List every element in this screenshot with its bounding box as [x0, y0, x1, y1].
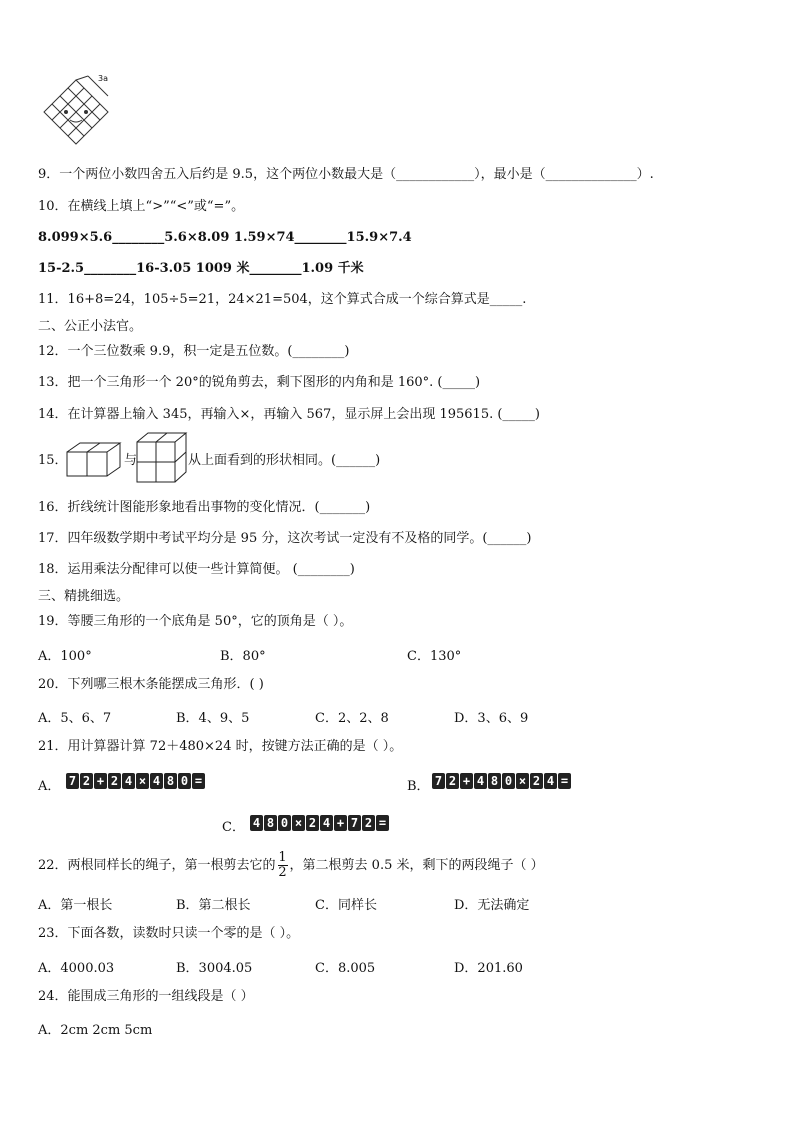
calc-a-key-4: 4 [122, 773, 135, 789]
question-16: 16．折线统计图能形象地看出事物的变化情况．(_______) [38, 500, 371, 515]
calc-b-key-0: 7 [432, 773, 445, 789]
question-13: 13．把一个三角形一个 20°的锐角剪去，剩下图形的内角和是 160°. (_____) [38, 375, 481, 390]
calc-b-key-4: 8 [488, 773, 501, 789]
grid-figure [36, 72, 116, 152]
question-17: 17．四年级数学期中考试平均分是 95 分，这次考试一定没有不及格的同学。(______) [38, 531, 532, 546]
calc-b-key-1: 2 [446, 773, 459, 789]
calc-c-key-7: 7 [348, 815, 361, 831]
q21-option-a-keys [66, 773, 206, 789]
calc-c-key-2: 0 [278, 815, 291, 831]
question-21: 21．用计算器计算 72＋480×24 时，按键方法正确的是（ ）。 [38, 739, 403, 754]
question-10: 10．在横线上填上“>”“<”或“=”。 [38, 199, 245, 214]
section-2-heading: 二、公正小法官。 [38, 319, 143, 334]
calc-c-key-8: 2 [362, 815, 375, 831]
calc-a-key-5: × [136, 773, 149, 789]
calc-c-key-0: 4 [250, 815, 263, 831]
question-22 [38, 848, 544, 884]
calc-c-key-3: × [292, 815, 305, 831]
question-14: 14．在计算器上输入 345，再输入×，再输入 567，显示屏上会出现 195615. (_____) [38, 407, 540, 422]
question-20: 20．下列哪三根木条能摆成三角形．( ) [38, 677, 264, 692]
q20-option-c: C．2、2、8 [315, 711, 389, 726]
calc-b-key-8: 4 [544, 773, 557, 789]
q22-text-pre: 22．两根同样长的绳子，第一根剪去它的 [38, 858, 276, 873]
question-11: 11．16+8=24，105÷5=21，24×21=504，这个算式合成一个综合算式是_____. [38, 292, 527, 307]
calc-c-key-1: 8 [264, 815, 277, 831]
calc-a-key-0: 7 [66, 773, 79, 789]
calc-a-key-6: 4 [150, 773, 163, 789]
section-3-heading: 三、精挑细选。 [38, 589, 130, 604]
question-10-row2: 15-2.5________16-3.05 1009 米________1.09 千米 [38, 261, 364, 276]
calc-b-key-5: 0 [502, 773, 515, 789]
q19-option-c: C．130° [407, 649, 462, 664]
calc-b-key-3: 4 [474, 773, 487, 789]
q22-option-c: C．同样长 [315, 898, 377, 913]
question-9: 9．一个两位小数四舍五入后约是 9.5，这个两位小数最大是（____________），最小是（______________）. [38, 167, 654, 182]
question-24: 24．能围成三角形的一组线段是（ ） [38, 989, 254, 1004]
calc-a-key-2: + [94, 773, 107, 789]
q21-option-c-label: C． [222, 820, 245, 835]
q19-option-b: B．80° [220, 649, 266, 664]
q21-option-b-label: B． [407, 779, 430, 794]
q22-option-a: A．第一根长 [38, 898, 113, 913]
calc-b-key-2: + [460, 773, 473, 789]
calc-c-key-9: = [376, 815, 389, 831]
fraction-numerator: 1 [278, 850, 287, 865]
q21-option-b-keys [432, 773, 572, 789]
q21-option-a-label: A． [38, 779, 61, 794]
q24-option-a: A．2cm 2cm 5cm [38, 1023, 153, 1038]
question-23: 23．下面各数，读数时只读一个零的是（ ）。 [38, 926, 300, 941]
q22-text-post: ，第二根剪去 0.5 米，剩下的两段绳子（ ） [289, 858, 544, 873]
q22-option-d: D．无法确定 [454, 898, 530, 913]
q23-option-d: D．201.60 [454, 961, 523, 976]
question-15-number: 15． [38, 453, 68, 468]
q23-option-a: A．4000.03 [38, 961, 115, 976]
question-12: 12．一个三位数乘 9.9，积一定是五位数。(________) [38, 344, 350, 359]
cubes-figure-1 [66, 442, 124, 482]
calc-c-key-5: 4 [320, 815, 333, 831]
q23-option-c: C．8.005 [315, 961, 376, 976]
q19-option-a: A．100° [38, 649, 92, 664]
calc-b-key-9: = [558, 773, 571, 789]
figure-label: 3a [98, 74, 108, 83]
question-15-text: 从上面看到的形状相同。(______) [188, 453, 381, 468]
q23-option-b: B．3004.05 [176, 961, 253, 976]
calc-a-key-7: 8 [164, 773, 177, 789]
calc-a-key-3: 2 [108, 773, 121, 789]
fraction-one-half [278, 851, 288, 880]
cubes-figure-2 [136, 432, 188, 488]
question-15-and: 与 [124, 453, 138, 468]
q20-option-d: D．3、6、9 [454, 711, 529, 726]
calc-a-key-8: 0 [178, 773, 191, 789]
question-18: 18．运用乘法分配律可以使一些计算简便。 (________) [38, 562, 355, 577]
calc-c-key-4: 2 [306, 815, 319, 831]
calc-a-key-1: 2 [80, 773, 93, 789]
calc-c-key-6: + [334, 815, 347, 831]
fraction-denominator: 2 [278, 865, 287, 880]
q20-option-a: A．5、6、7 [38, 711, 112, 726]
question-10-row1: 8.099×5.6________5.6×8.09 1.59×74________15.9×7.4 [38, 230, 412, 245]
calc-b-key-7: 2 [530, 773, 543, 789]
calc-a-key-9: = [192, 773, 205, 789]
q22-option-b: B．第二根长 [176, 898, 251, 913]
q21-option-c-keys [250, 815, 390, 831]
calc-b-key-6: × [516, 773, 529, 789]
question-19: 19．等腰三角形的一个底角是 50°，它的顶角是（ ）。 [38, 614, 353, 629]
q20-option-b: B．4、9、5 [176, 711, 250, 726]
